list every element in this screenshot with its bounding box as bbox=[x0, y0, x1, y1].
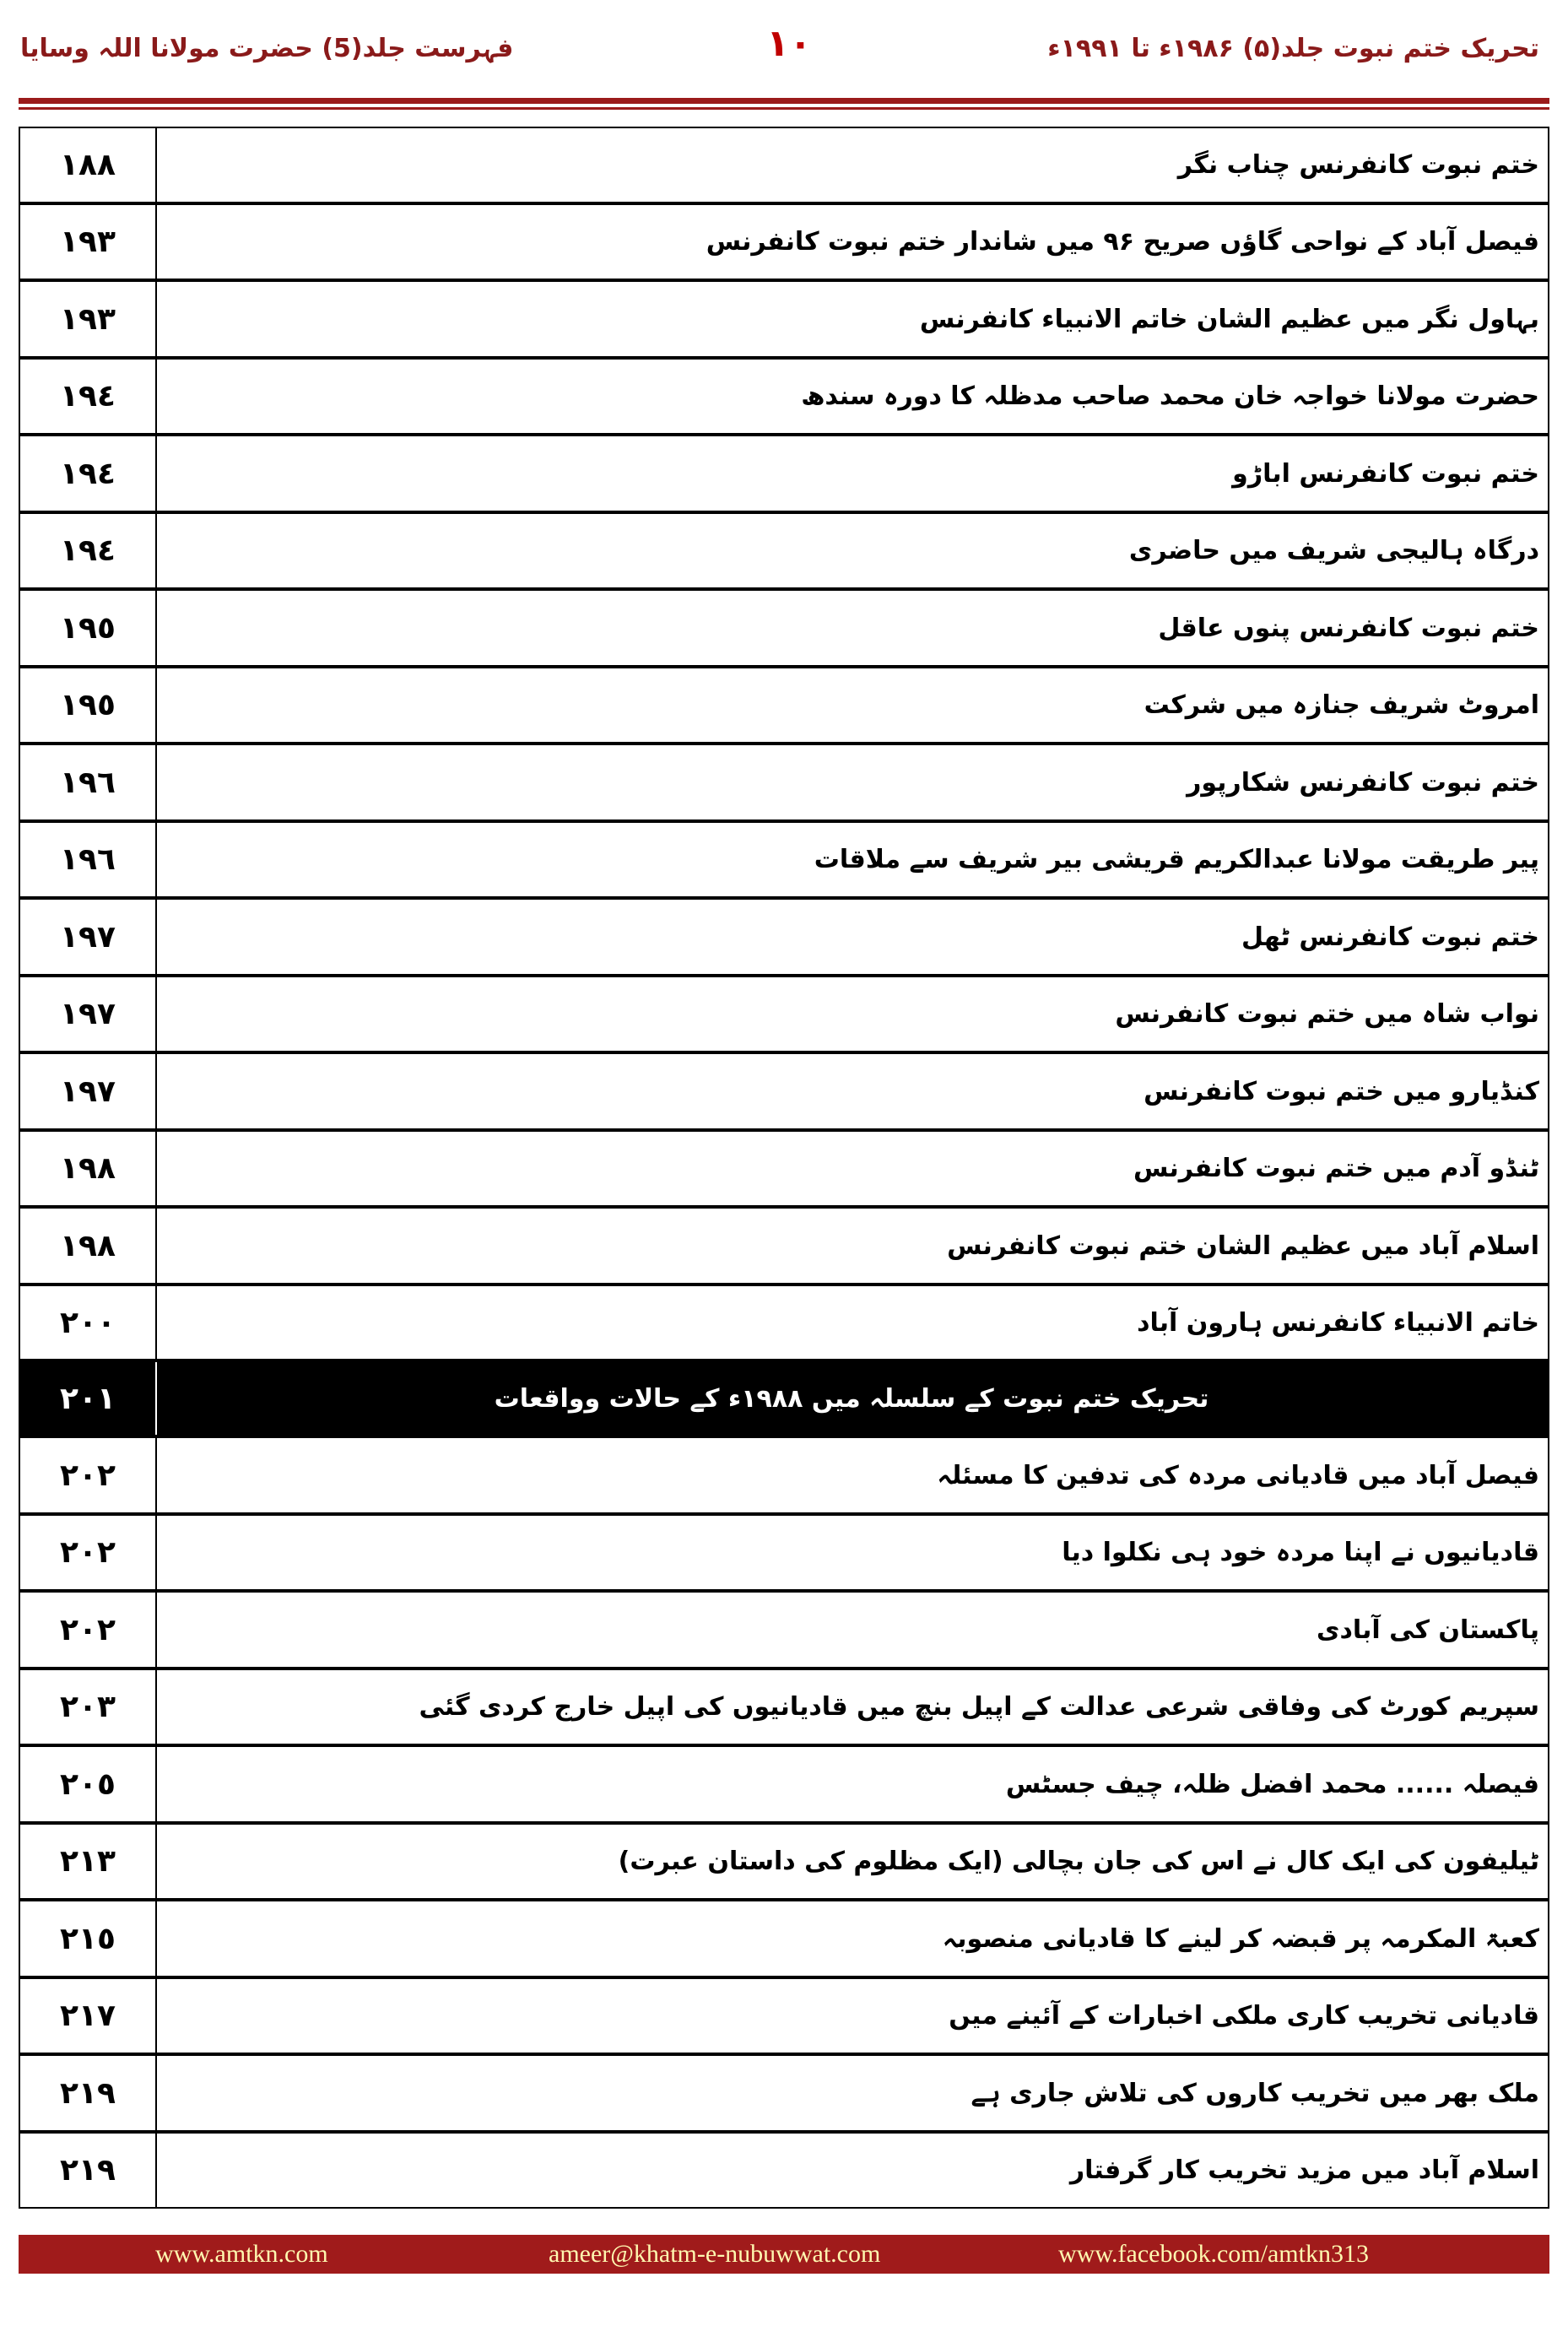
table-row bbox=[19, 1514, 1549, 1591]
entry-title-cell: نواب شاہ میں ختم نبوت کانفرنس bbox=[1115, 999, 1539, 1029]
page-number-cell: ١٩٤ bbox=[20, 436, 157, 511]
table-row bbox=[19, 1052, 1549, 1130]
entry-title-cell: فیصل آباد کے نواحی گاؤں صریح ۹۶ میں شاندار ختم نبوت کانفرنس bbox=[706, 227, 1539, 257]
table-row bbox=[19, 2132, 1549, 2209]
entry-title-cell: ختم نبوت کانفرنس چناب نگر bbox=[1177, 150, 1539, 180]
page-number-cell: ١٩٧ bbox=[20, 1054, 157, 1128]
book-title: تحریک ختم نبوت جلد(۵) ۱۹۸۶ء تا ۱۹۹۱ء bbox=[1047, 34, 1539, 63]
table-row bbox=[19, 1285, 1549, 1360]
header-divider-thick bbox=[19, 98, 1549, 104]
entry-title-cell: ختم نبوت کانفرنس ٹھل bbox=[1241, 922, 1539, 952]
page-number-cell: ٢١٩ bbox=[20, 2056, 157, 2130]
page-number-cell: ٢٠٥ bbox=[20, 1747, 157, 1821]
page-number-cell: ٢٠٢ bbox=[20, 1438, 157, 1512]
table-row bbox=[19, 744, 1549, 821]
page-number-cell: ١٩٦ bbox=[20, 823, 157, 896]
table-row bbox=[19, 667, 1549, 744]
page-number-cell: ٢٠٠ bbox=[20, 1286, 157, 1359]
table-row bbox=[19, 2054, 1549, 2132]
entry-title-cell: ملک بھر میں تخریب کاروں کی تلاش جاری ہے bbox=[971, 2078, 1539, 2108]
entry-title-cell: فیصل آباد میں قادیانی مردہ کی تدفین کا مسئلہ bbox=[937, 1460, 1539, 1490]
table-row bbox=[19, 1130, 1549, 1207]
table-row bbox=[19, 976, 1549, 1052]
page-number-cell: ١٩٣ bbox=[20, 205, 157, 279]
footer-email-link[interactable]: ameer@khatm-e-nubuwwat.com bbox=[549, 2240, 881, 2268]
entry-title-cell: پیر طریقت مولانا عبدالکریم قریشی بیر شریف سے ملاقات bbox=[814, 845, 1539, 874]
table-row bbox=[19, 1823, 1549, 1900]
footer-facebook-link[interactable]: www.facebook.com/amtkn313 bbox=[1058, 2240, 1369, 2268]
page-header bbox=[0, 0, 1568, 93]
entry-title-cell: درگاہ ہالیجی شریف میں حاضری bbox=[1128, 536, 1539, 565]
page-number-cell: ١٩٨ bbox=[20, 1209, 157, 1283]
table-row bbox=[19, 1900, 1549, 1977]
table-row bbox=[19, 127, 1549, 203]
entry-title-cell: بہاول نگر میں عظیم الشان خاتم الانبیاء کانفرنس bbox=[919, 304, 1539, 334]
entry-title-cell: ٹنڈو آدم میں ختم نبوت کانفرنس bbox=[1133, 1154, 1539, 1183]
page-number: ١٠ bbox=[766, 22, 812, 65]
page-footer bbox=[19, 2235, 1549, 2274]
page-number-cell: ٢٠١ bbox=[20, 1362, 157, 1435]
page-number-cell: ١٩٨ bbox=[20, 1132, 157, 1205]
page-number-cell: ١٩٧ bbox=[20, 900, 157, 974]
table-row bbox=[19, 435, 1549, 512]
entry-title-cell: فیصلہ ...... محمد افضل ظلہ، چیف جسٹس bbox=[1005, 1769, 1539, 1799]
page-number-cell: ٢٠٢ bbox=[20, 1593, 157, 1667]
page-number-cell: ١٩٦ bbox=[20, 745, 157, 819]
table-row bbox=[19, 203, 1549, 280]
page-number-cell: ١٩٥ bbox=[20, 591, 157, 665]
table-row bbox=[19, 1977, 1549, 2054]
table-row bbox=[19, 1745, 1549, 1823]
page-number-cell: ٢١٣ bbox=[20, 1825, 157, 1898]
section-heading-row bbox=[19, 1360, 1549, 1436]
entry-title-cell: ختم نبوت کانفرنس پنوں عاقل bbox=[1158, 613, 1539, 643]
entry-title-cell: خاتم الانبیاء کانفرنس ہارون آباد bbox=[1137, 1307, 1539, 1338]
page-number-cell: ١٩٤ bbox=[20, 514, 157, 587]
page-number-cell: ٢١٩ bbox=[20, 2134, 157, 2207]
page-number-cell: ١٨٨ bbox=[20, 128, 157, 202]
page-number-cell: ٢١٧ bbox=[20, 1979, 157, 2053]
page-number-cell: ١٩٧ bbox=[20, 977, 157, 1051]
entry-title-cell: ٹیلیفون کی ایک کال نے اس کی جان بچالی (ایک مظلوم کی داستان عبرت) bbox=[618, 1847, 1539, 1876]
page-number-cell: ٢٠٢ bbox=[20, 1516, 157, 1589]
page-number-cell: ١٩٥ bbox=[20, 668, 157, 742]
entry-title-cell: سپریم کورٹ کی وفاقی شرعی عدالت کے اپیل بنچ میں قادیانیوں کی اپیل خارج کردی گئی bbox=[419, 1692, 1539, 1722]
page-number-cell: ٢٠٣ bbox=[20, 1670, 157, 1744]
entry-title-cell: قادیانیوں نے اپنا مردہ خود ہی نکلوا دیا bbox=[1062, 1538, 1539, 1567]
entry-title-cell: ختم نبوت کانفرنس اباڑو bbox=[1232, 458, 1539, 489]
page-number-cell: ١٩٤ bbox=[20, 360, 157, 433]
table-row bbox=[19, 821, 1549, 898]
entry-title-cell: کعبۃ المکرمہ پر قبضہ کر لینے کا قادیانی منصوبہ bbox=[942, 1923, 1539, 1954]
page-number-cell: ١٩٣ bbox=[20, 282, 157, 356]
entry-title-cell: ختم نبوت کانفرنس شکارپور bbox=[1187, 767, 1539, 798]
table-row bbox=[19, 1591, 1549, 1669]
table-row bbox=[19, 589, 1549, 667]
page-number-cell: ٢١٥ bbox=[20, 1901, 157, 1976]
table-row bbox=[19, 1436, 1549, 1514]
table-row bbox=[19, 898, 1549, 976]
header-divider-thin bbox=[19, 107, 1549, 110]
table-row bbox=[19, 358, 1549, 435]
entry-title-cell: پاکستان کی آبادی bbox=[1316, 1615, 1539, 1645]
entry-title-cell: قادیانی تخریب کاری ملکی اخبارات کے آئینے میں bbox=[949, 2001, 1539, 2031]
entry-title-cell: حضرت مولانا خواجہ خان محمد صاحب مدظلہ کا دورہ سندھ bbox=[801, 381, 1539, 411]
entry-title-cell: کنڈیارو میں ختم نبوت کانفرنس bbox=[1144, 1076, 1539, 1106]
entry-title-cell: اسلام آباد میں عظیم الشان ختم نبوت کانفرنس bbox=[947, 1230, 1539, 1261]
footer-website-link[interactable]: www.amtkn.com bbox=[155, 2240, 328, 2268]
table-row bbox=[19, 512, 1549, 589]
table-row bbox=[19, 280, 1549, 358]
entry-title-cell: تحریک ختم نبوت کے سلسلہ میں ۱۹۸۸ء کے حالات وواقعات bbox=[494, 1383, 1209, 1414]
entry-title-cell: امروٹ شریف جنازہ میں شرکت bbox=[1144, 690, 1539, 720]
table-row bbox=[19, 1207, 1549, 1285]
entry-title-cell: اسلام آباد میں مزید تخریب کار گرفتار bbox=[1069, 2155, 1539, 2185]
table-row bbox=[19, 1669, 1549, 1745]
index-title: فہرست جلد(5) حضرت مولانا اللہ وسایا bbox=[20, 34, 514, 63]
